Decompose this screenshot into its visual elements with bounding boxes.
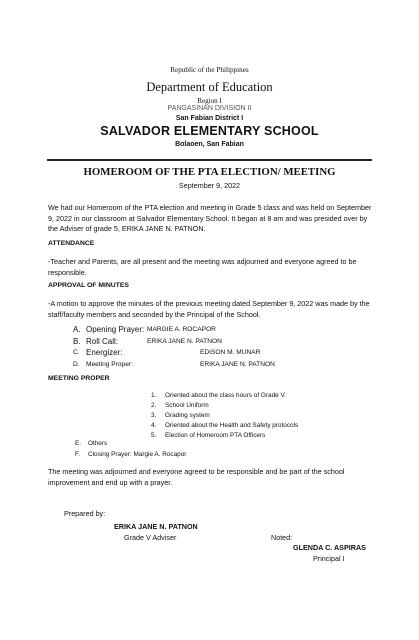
role-letter: A. <box>73 325 81 334</box>
closing-prayer: Closing Prayer: Margie A. Rocapor <box>88 451 187 458</box>
school-address: Bolaoen, San Fabian <box>175 141 244 148</box>
region-line: Region I <box>197 97 222 105</box>
agenda-number: 1. <box>151 392 157 399</box>
role-label: Opening Prayer: <box>86 325 145 334</box>
agenda-number: 2. <box>151 402 157 409</box>
meeting-date: September 9, 2022 <box>178 181 241 190</box>
division-line: PANGASINAN DIVISION II <box>167 105 252 112</box>
prepared-by-label: Prepared by: <box>64 509 106 518</box>
noter-name: GLENDA C. ASPIRAS <box>293 543 366 552</box>
others-item: Others <box>88 440 108 447</box>
agenda-number: 3. <box>151 412 157 419</box>
meeting-proper-heading: MEETING PROPER <box>48 375 110 382</box>
republic-line: Republic of the Philippines <box>170 66 249 74</box>
role-value: ERIKA JANE N. PATNON <box>147 338 222 345</box>
agenda-item: Oriented about the Health and Safety protocols <box>165 422 299 429</box>
role-value: EDISON M. MUNAR <box>200 349 261 356</box>
approval-heading: APPROVAL OF MINUTES <box>48 282 129 289</box>
attendance-text: -Teacher and Parents, are all present and the meeting was adjourned and everyone agreed to be responsible. <box>48 257 357 277</box>
role-letter: D. <box>73 361 80 368</box>
role-value: ERIKA JANE N. PATNON <box>200 361 275 368</box>
role-letter: B. <box>73 337 81 346</box>
noted-label: Noted: <box>271 533 293 542</box>
intro-paragraph: We had our Homeroom of the PTA election and meeting in Grade 5 class and was held on September 9, 2022 in our classroom at Salvador Elementary School. It began at 8 am and was presided over by the Adviser of grade 5, ERIKA JANE N. PATNON. <box>48 203 372 233</box>
noter-title: Principal I <box>313 554 345 563</box>
role-label: Energizer: <box>86 348 123 357</box>
agenda-item: School Uniform <box>165 402 209 409</box>
page-title: HOMEROOM OF THE PTA ELECTION/ MEETING <box>83 166 336 178</box>
others-letter: E. <box>75 440 82 447</box>
preparer-title: Grade V Adviser <box>124 533 177 542</box>
conclusion-paragraph: The meeting was adjourned and everyone agreed to be responsible and be part of the school improvement and end up with a prayer. <box>48 467 345 487</box>
role-letter: C. <box>73 349 80 356</box>
header-divider <box>47 159 372 161</box>
district-line: San Fabian District I <box>175 115 244 122</box>
role-label: Roll Call: <box>86 337 119 346</box>
role-label: Meeting Proper: <box>86 361 133 368</box>
agenda-number: 5. <box>151 432 157 439</box>
preparer-name: ERIKA JANE N. PATNON <box>114 522 198 531</box>
closing-letter: F. <box>75 451 80 458</box>
agenda-number: 4. <box>151 422 157 429</box>
agenda-item: Grading system <box>165 412 210 419</box>
attendance-heading: ATTENDANCE <box>48 240 95 247</box>
role-value: MARGIE A. ROCAPOR <box>147 326 216 333</box>
agenda-item: Oriented about the class hours of Grade V. <box>165 392 286 399</box>
school-name: SALVADOR ELEMENTARY SCHOOL <box>100 124 319 138</box>
department-name: Department of Education <box>146 80 273 94</box>
approval-text: -A motion to approve the minutes of the previous meeting dated September 9, 2022 was made by the staff/faculty members and seconded by the Principal of the School. <box>48 299 370 319</box>
agenda-item: Election of Homeroom PTA Officers <box>165 432 266 439</box>
